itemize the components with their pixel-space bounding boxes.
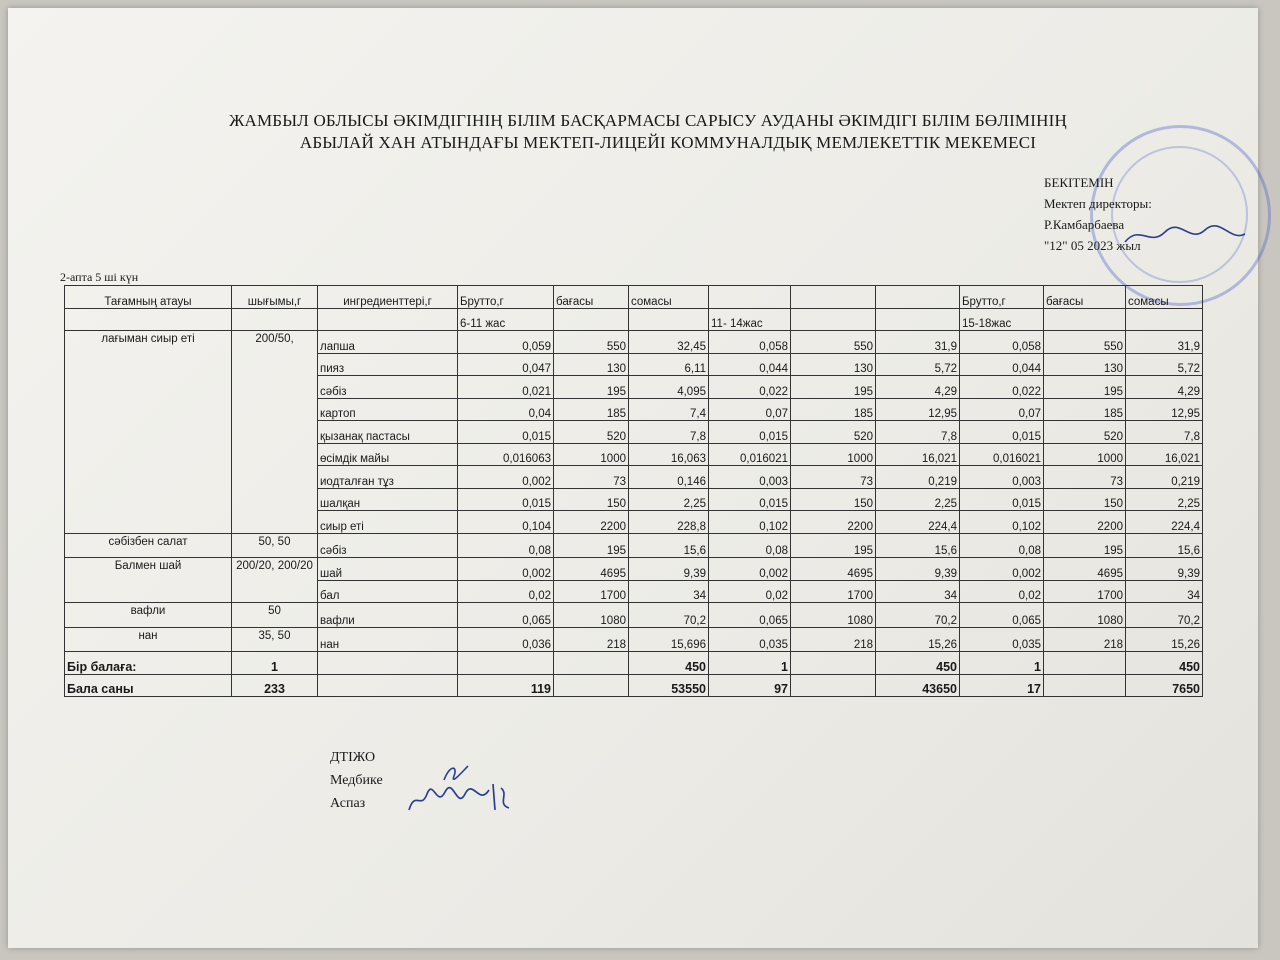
value-cell: 31,9 xyxy=(1126,331,1203,354)
value-cell: 0,015 xyxy=(960,421,1044,444)
value-cell: 150 xyxy=(791,488,876,511)
column-header: Брутто,г xyxy=(960,286,1044,309)
value-cell: 4,29 xyxy=(1126,376,1203,399)
ingredient-name: өсімдік майы xyxy=(318,443,458,466)
value-cell: 550 xyxy=(554,331,629,354)
value-cell: 1000 xyxy=(791,443,876,466)
totals-value: 43650 xyxy=(876,674,960,697)
ingredient-name: картоп xyxy=(318,398,458,421)
week-day-label: 2-апта 5 ші күн xyxy=(60,270,139,284)
header-line-2: АБЫЛАЙ ХАН АТЫНДАҒЫ МЕКТЕП-ЛИЦЕЙІ КОММУНАЛДЫҚ МЕМЛЕКЕТТІК МЕКЕМЕСІ xyxy=(299,133,1037,152)
totals-value: 1 xyxy=(709,652,791,675)
column-header: Тағамның атауы xyxy=(65,286,232,309)
age-group-cell: 11- 14жас xyxy=(709,308,791,331)
dish-name: вафли xyxy=(65,603,232,628)
totals-value: 53550 xyxy=(629,674,709,697)
totals-value xyxy=(318,652,458,675)
value-cell: 31,9 xyxy=(876,331,960,354)
header-line-1: ЖАМБЫЛ ОБЛЫСЫ ӘКІМДІГІНІҢ БІЛІМ БАСҚАРМАСЫ САРЫСУ АУДАНЫ ӘКІМДІГІ БІЛІМ БӨЛІМІНІҢ xyxy=(229,111,1067,130)
value-cell: 0,044 xyxy=(709,353,791,376)
signature-label-dtizho: ДТІЖО xyxy=(330,750,376,765)
value-cell: 7,8 xyxy=(629,421,709,444)
value-cell: 0,003 xyxy=(960,466,1044,489)
totals-value: 97 xyxy=(709,674,791,697)
value-cell: 34 xyxy=(1126,580,1203,603)
value-cell: 0,08 xyxy=(709,533,791,558)
value-cell: 16,063 xyxy=(629,443,709,466)
value-cell: 9,39 xyxy=(1126,558,1203,581)
column-header xyxy=(791,286,876,309)
dish-name: Балмен шай xyxy=(65,558,232,603)
age-group-cell xyxy=(629,308,709,331)
approval-position: Мектеп директоры: xyxy=(1044,196,1152,211)
value-cell: 70,2 xyxy=(1126,603,1203,628)
column-header: ингредиенттері,г xyxy=(318,286,458,309)
value-cell: 130 xyxy=(554,353,629,376)
value-cell: 1000 xyxy=(554,443,629,466)
value-cell: 520 xyxy=(1044,421,1126,444)
value-cell: 0,003 xyxy=(709,466,791,489)
value-cell: 0,146 xyxy=(629,466,709,489)
ingredient-name: сәбіз xyxy=(318,376,458,399)
value-cell: 0,059 xyxy=(458,331,554,354)
value-cell: 15,26 xyxy=(876,627,960,652)
totals-label: Бір балаға: xyxy=(65,652,232,675)
column-header: сомасы xyxy=(1126,286,1203,309)
value-cell: 15,6 xyxy=(876,533,960,558)
value-cell: 150 xyxy=(554,488,629,511)
ingredient-name: шалқан xyxy=(318,488,458,511)
value-cell: 15,696 xyxy=(629,627,709,652)
value-cell: 195 xyxy=(1044,376,1126,399)
value-cell: 0,015 xyxy=(960,488,1044,511)
value-cell: 7,8 xyxy=(876,421,960,444)
value-cell: 73 xyxy=(1044,466,1126,489)
ingredient-name: шай xyxy=(318,558,458,581)
value-cell: 0,022 xyxy=(709,376,791,399)
value-cell: 550 xyxy=(1044,331,1126,354)
value-cell: 0,065 xyxy=(709,603,791,628)
ingredient-name: вафли xyxy=(318,603,458,628)
value-cell: 15,26 xyxy=(1126,627,1203,652)
value-cell: 0,065 xyxy=(458,603,554,628)
approval-title: БЕКІТЕМІН xyxy=(1044,175,1114,190)
totals-value xyxy=(791,652,876,675)
ingredient-name: қызанақ пастасы xyxy=(318,421,458,444)
value-cell: 0,021 xyxy=(458,376,554,399)
value-cell: 0,065 xyxy=(960,603,1044,628)
approval-name: Р.Камбарбаева xyxy=(1044,217,1125,232)
value-cell: 2,25 xyxy=(1126,488,1203,511)
value-cell: 0,07 xyxy=(960,398,1044,421)
value-cell: 0,015 xyxy=(709,488,791,511)
director-signature xyxy=(1120,222,1250,252)
value-cell: 1080 xyxy=(554,603,629,628)
value-cell: 0,022 xyxy=(960,376,1044,399)
value-cell: 4695 xyxy=(1044,558,1126,581)
value-cell: 4,095 xyxy=(629,376,709,399)
totals-value: 119 xyxy=(458,674,554,697)
value-cell: 73 xyxy=(791,466,876,489)
column-header: шығымы,г xyxy=(232,286,318,309)
totals-value xyxy=(1044,674,1126,697)
totals-value: 1 xyxy=(960,652,1044,675)
column-header: сомасы xyxy=(629,286,709,309)
age-group-cell xyxy=(791,308,876,331)
column-header: бағасы xyxy=(1044,286,1126,309)
totals-value xyxy=(554,652,629,675)
dish-yield: 200/50, xyxy=(232,331,318,534)
value-cell: 0,002 xyxy=(709,558,791,581)
age-group-cell xyxy=(65,308,232,331)
value-cell: 0,102 xyxy=(960,511,1044,534)
value-cell: 16,021 xyxy=(876,443,960,466)
table-row xyxy=(65,558,1203,581)
value-cell: 1000 xyxy=(1044,443,1126,466)
totals-value: 7650 xyxy=(1126,674,1203,697)
dish-yield: 200/20, 200/20 xyxy=(232,558,318,603)
table-row xyxy=(65,331,1203,354)
totals-value: 450 xyxy=(876,652,960,675)
value-cell: 0,219 xyxy=(1126,466,1203,489)
value-cell: 195 xyxy=(554,376,629,399)
totals-value xyxy=(458,652,554,675)
value-cell: 0,058 xyxy=(960,331,1044,354)
value-cell: 2,25 xyxy=(629,488,709,511)
ingredient-name: сиыр еті xyxy=(318,511,458,534)
value-cell: 2200 xyxy=(1044,511,1126,534)
value-cell: 0,002 xyxy=(458,558,554,581)
totals-value xyxy=(318,674,458,697)
age-group-cell xyxy=(318,308,458,331)
cook-signature xyxy=(405,780,515,816)
value-cell: 34 xyxy=(629,580,709,603)
value-cell: 0,219 xyxy=(876,466,960,489)
value-cell: 0,016063 xyxy=(458,443,554,466)
value-cell: 0,02 xyxy=(709,580,791,603)
value-cell: 218 xyxy=(554,627,629,652)
ingredient-name: пияз xyxy=(318,353,458,376)
value-cell: 0,02 xyxy=(960,580,1044,603)
value-cell: 520 xyxy=(791,421,876,444)
age-group-cell xyxy=(232,308,318,331)
ingredient-name: бал xyxy=(318,580,458,603)
ingredient-name: иодталған тұз xyxy=(318,466,458,489)
value-cell: 4695 xyxy=(554,558,629,581)
value-cell: 195 xyxy=(791,533,876,558)
value-cell: 73 xyxy=(554,466,629,489)
value-cell: 0,015 xyxy=(709,421,791,444)
value-cell: 224,4 xyxy=(876,511,960,534)
value-cell: 0,104 xyxy=(458,511,554,534)
age-group-cell xyxy=(1126,308,1203,331)
value-cell: 0,036 xyxy=(458,627,554,652)
value-cell: 9,39 xyxy=(629,558,709,581)
value-cell: 1700 xyxy=(791,580,876,603)
value-cell: 2200 xyxy=(554,511,629,534)
value-cell: 228,8 xyxy=(629,511,709,534)
value-cell: 9,39 xyxy=(876,558,960,581)
value-cell: 195 xyxy=(791,376,876,399)
value-cell: 4,29 xyxy=(876,376,960,399)
column-header: бағасы xyxy=(554,286,629,309)
value-cell: 0,035 xyxy=(709,627,791,652)
value-cell: 0,08 xyxy=(960,533,1044,558)
table-row xyxy=(65,533,1203,558)
value-cell: 32,45 xyxy=(629,331,709,354)
approval-date: "12" 05 2023 жыл xyxy=(1044,238,1141,253)
value-cell: 1080 xyxy=(1044,603,1126,628)
value-cell: 0,07 xyxy=(709,398,791,421)
value-cell: 2,25 xyxy=(876,488,960,511)
dish-yield: 35, 50 xyxy=(232,627,318,652)
value-cell: 12,95 xyxy=(1126,398,1203,421)
ingredient-name: лапша xyxy=(318,331,458,354)
value-cell: 4695 xyxy=(791,558,876,581)
value-cell: 0,058 xyxy=(709,331,791,354)
table-header-row xyxy=(65,286,1203,309)
totals-count: 233 xyxy=(232,674,318,697)
dish-yield: 50 xyxy=(232,603,318,628)
value-cell: 130 xyxy=(791,353,876,376)
value-cell: 185 xyxy=(791,398,876,421)
totals-value xyxy=(1044,652,1126,675)
value-cell: 195 xyxy=(554,533,629,558)
value-cell: 130 xyxy=(1044,353,1126,376)
dish-name: нан xyxy=(65,627,232,652)
age-group-cell xyxy=(554,308,629,331)
value-cell: 0,02 xyxy=(458,580,554,603)
value-cell: 5,72 xyxy=(1126,353,1203,376)
value-cell: 6,11 xyxy=(629,353,709,376)
value-cell: 1700 xyxy=(554,580,629,603)
ingredient-name: нан xyxy=(318,627,458,652)
totals-value xyxy=(791,674,876,697)
ingredient-name: сәбіз xyxy=(318,533,458,558)
dish-name: сәбізбен салат xyxy=(65,533,232,558)
totals-row xyxy=(65,652,1203,675)
value-cell: 15,6 xyxy=(629,533,709,558)
table-row xyxy=(65,627,1203,652)
value-cell: 0,047 xyxy=(458,353,554,376)
value-cell: 195 xyxy=(1044,533,1126,558)
value-cell: 0,08 xyxy=(458,533,554,558)
signature-label-cook: Аспаз xyxy=(330,796,366,811)
value-cell: 70,2 xyxy=(629,603,709,628)
age-group-cell xyxy=(876,308,960,331)
table-row xyxy=(65,603,1203,628)
totals-count: 1 xyxy=(232,652,318,675)
signature-label-nurse: Медбике xyxy=(330,773,383,788)
column-header: Брутто,г xyxy=(458,286,554,309)
value-cell: 1700 xyxy=(1044,580,1126,603)
value-cell: 0,015 xyxy=(458,488,554,511)
totals-value: 450 xyxy=(1126,652,1203,675)
value-cell: 150 xyxy=(1044,488,1126,511)
totals-value xyxy=(554,674,629,697)
totals-value: 17 xyxy=(960,674,1044,697)
column-header xyxy=(709,286,791,309)
value-cell: 0,044 xyxy=(960,353,1044,376)
age-group-cell: 6-11 жас xyxy=(458,308,554,331)
value-cell: 7,8 xyxy=(1126,421,1203,444)
value-cell: 34 xyxy=(876,580,960,603)
value-cell: 218 xyxy=(791,627,876,652)
value-cell: 0,035 xyxy=(960,627,1044,652)
value-cell: 1080 xyxy=(791,603,876,628)
value-cell: 0,002 xyxy=(458,466,554,489)
value-cell: 12,95 xyxy=(876,398,960,421)
value-cell: 0,002 xyxy=(960,558,1044,581)
totals-row xyxy=(65,674,1203,697)
value-cell: 2200 xyxy=(791,511,876,534)
value-cell: 0,016021 xyxy=(709,443,791,466)
totals-value: 450 xyxy=(629,652,709,675)
value-cell: 7,4 xyxy=(629,398,709,421)
column-header xyxy=(876,286,960,309)
dish-yield: 50, 50 xyxy=(232,533,318,558)
value-cell: 16,021 xyxy=(1126,443,1203,466)
value-cell: 0,016021 xyxy=(960,443,1044,466)
value-cell: 0,102 xyxy=(709,511,791,534)
menu-table xyxy=(64,285,1203,697)
value-cell: 185 xyxy=(554,398,629,421)
value-cell: 218 xyxy=(1044,627,1126,652)
dish-name: лағыман сиыр еті xyxy=(65,331,232,534)
value-cell: 185 xyxy=(1044,398,1126,421)
age-group-row xyxy=(65,308,1203,331)
value-cell: 70,2 xyxy=(876,603,960,628)
value-cell: 5,72 xyxy=(876,353,960,376)
value-cell: 550 xyxy=(791,331,876,354)
value-cell: 0,015 xyxy=(458,421,554,444)
age-group-cell: 15-18жас xyxy=(960,308,1044,331)
age-group-cell xyxy=(1044,308,1126,331)
value-cell: 15,6 xyxy=(1126,533,1203,558)
value-cell: 520 xyxy=(554,421,629,444)
value-cell: 224,4 xyxy=(1126,511,1203,534)
value-cell: 0,04 xyxy=(458,398,554,421)
totals-label: Бала саны xyxy=(65,674,232,697)
